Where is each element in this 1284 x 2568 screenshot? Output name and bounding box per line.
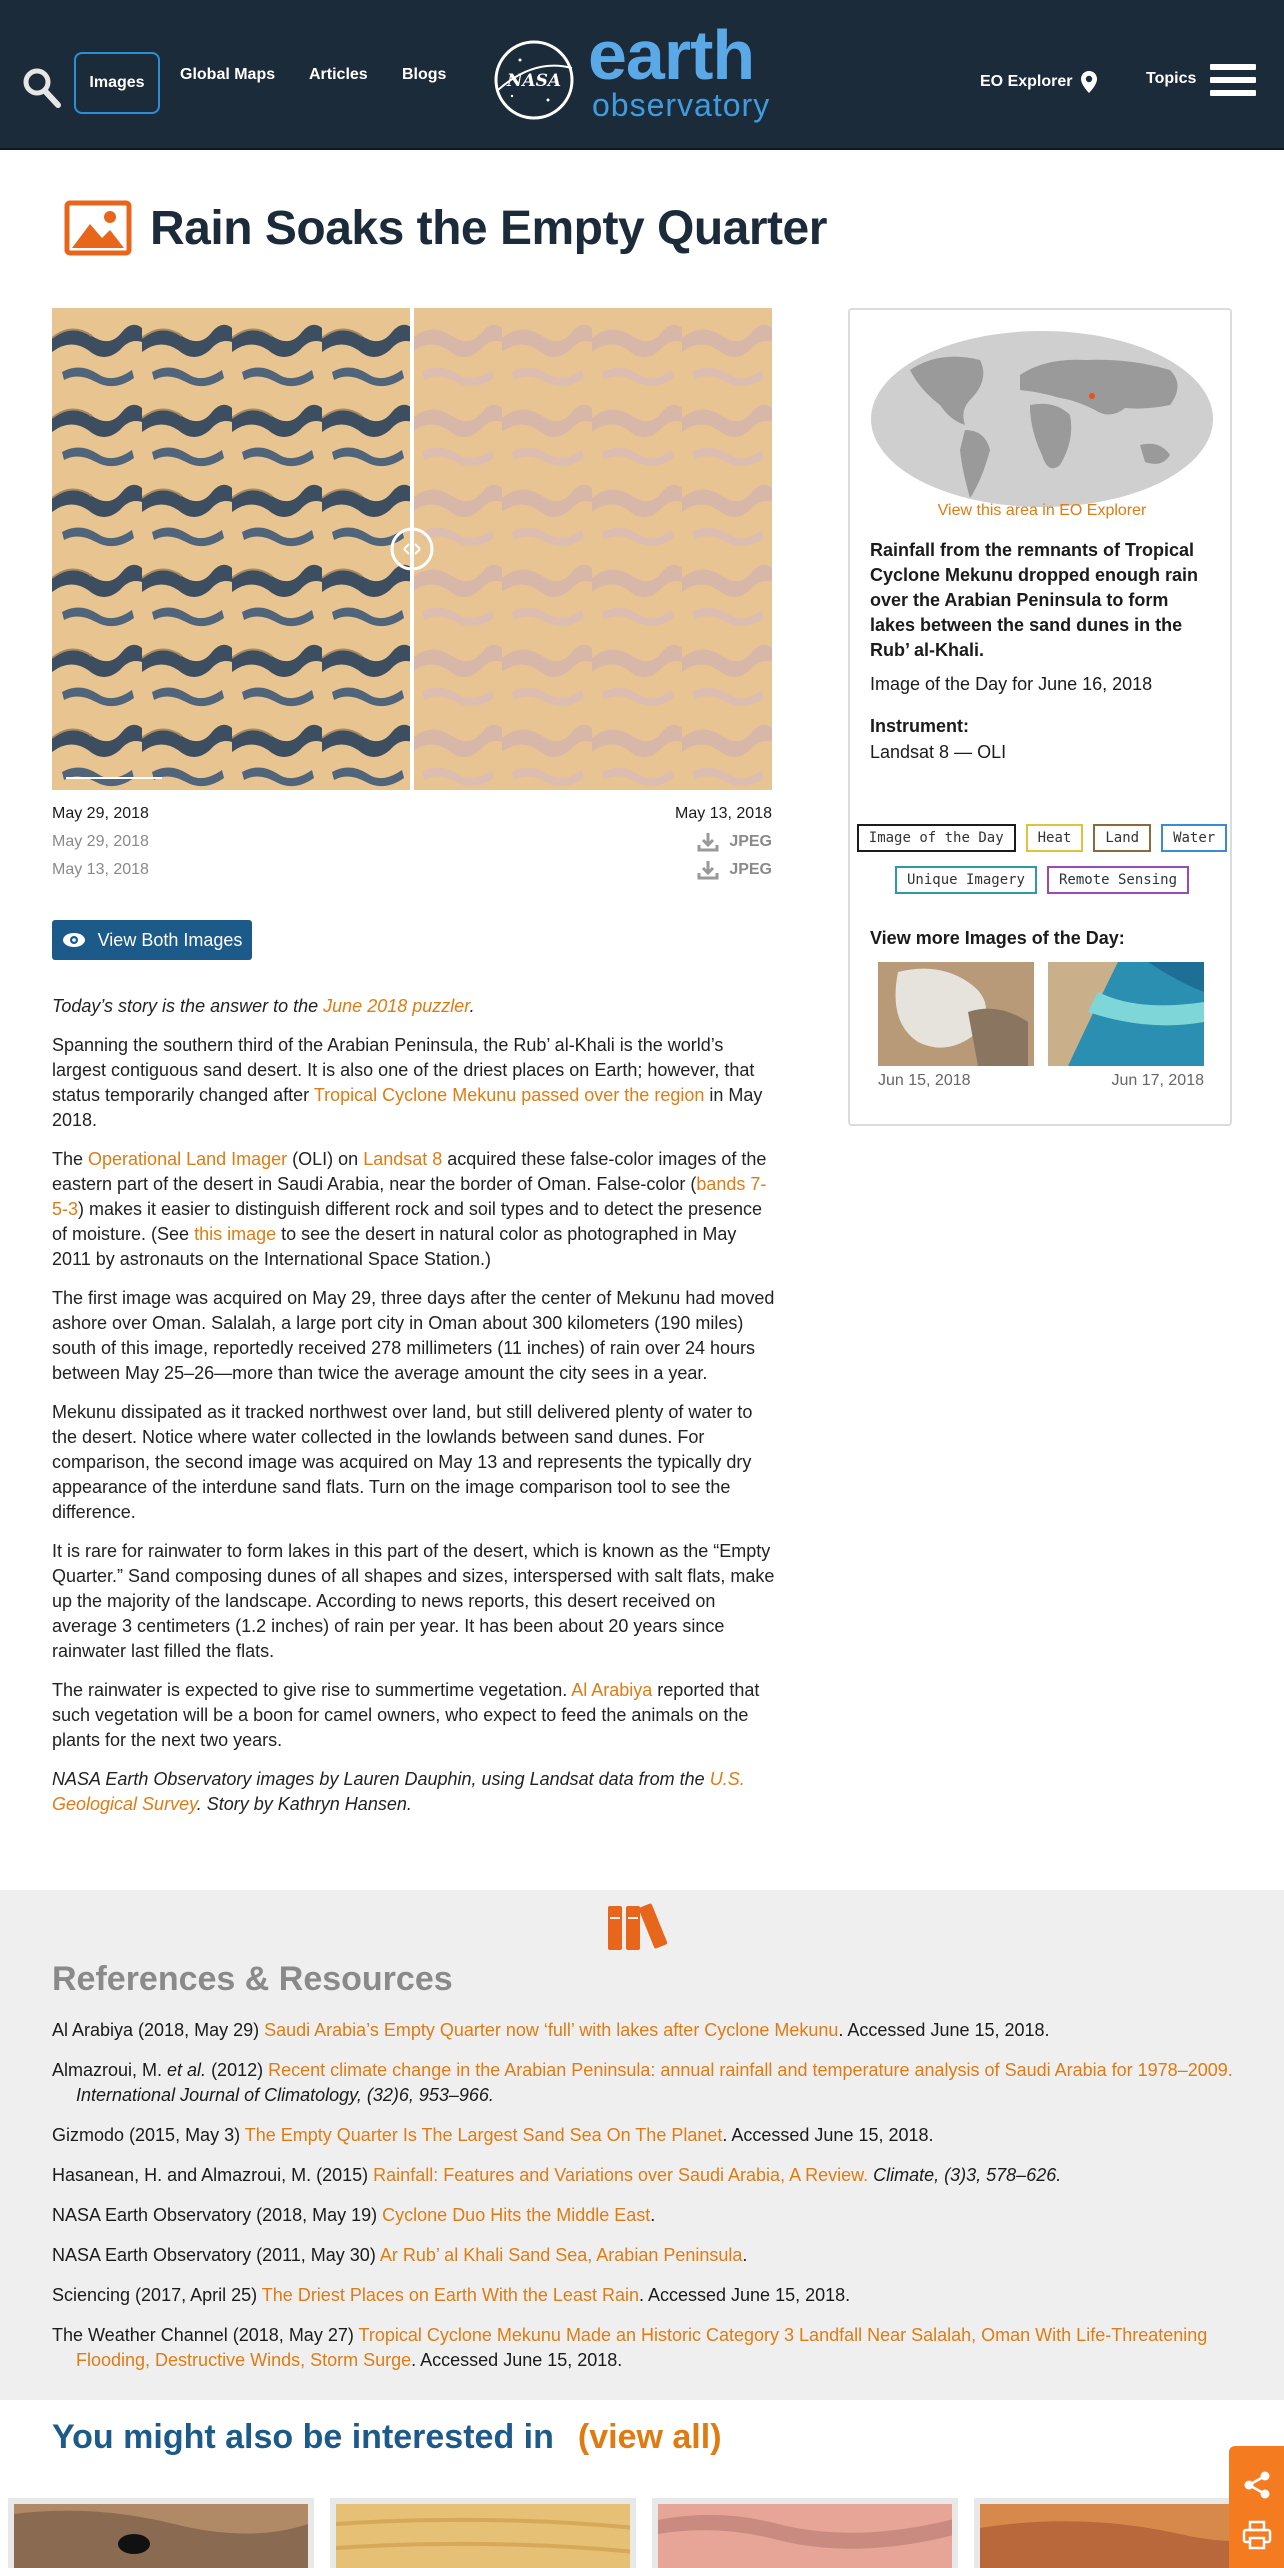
topics-link[interactable]: Topics [1146, 70, 1197, 87]
logo-observatory: observatory [592, 87, 771, 123]
references-list [52, 2018, 1242, 2388]
view-all-link[interactable]: view all [589, 2418, 711, 2456]
right-image-date: May 13, 2018 [675, 805, 772, 822]
next-image-thumbnail[interactable] [1048, 962, 1204, 1090]
image-captions [52, 800, 772, 884]
page-title: Rain Soaks the Empty Quarter [150, 201, 827, 255]
article-paragraph: It is rare for rainwater to form lakes in this part of the desert, which is known as the “Empty Quarter.” Sand composing dunes of all shapes and sizes, interspersed with salt flats, make up the majority of the landscape. According to news reports, this desert received on average 3 centimeters (1.2 inches) of rain per year. It has been about 20 years since rainwater last filled the flats. [52, 1541, 775, 1661]
download-icon [697, 832, 719, 852]
tag-unique-imagery[interactable]: Unique Imagery [895, 866, 1037, 894]
related-thumbnail [14, 2504, 314, 2568]
map-pin-icon [1080, 70, 1098, 94]
page-title-row [64, 200, 827, 256]
reference-item: Al Arabiya (2018, May 29) Saudi Arabia’s Empty Quarter now ‘full’ with lakes after Cyclone Mekunu. Accessed June 15, 2018. [52, 2020, 1050, 2040]
tag-remote-sensing[interactable]: Remote Sensing [1047, 866, 1189, 894]
print-icon[interactable] [1242, 2520, 1272, 2550]
view-in-eo-explorer-link[interactable]: View this area in EO Explorer [937, 502, 1147, 519]
reference-link[interactable]: The Driest Places on Earth With the Least Rain [261, 2285, 639, 2305]
download-format-2: JPEG [729, 861, 772, 878]
this-image-link[interactable]: this image [194, 1224, 277, 1244]
related-thumbnail [658, 2504, 958, 2568]
reference-link[interactable]: Tropical Cyclone Mekunu Made an Historic Category 3 Landfall Near Salalah, Oman With Life-Threatening Flooding, Destructive Winds, Storm Surge [76, 2325, 1208, 2370]
site-logo[interactable] [588, 16, 771, 123]
view-both-images-button[interactable] [52, 920, 252, 960]
download-label-2: May 13, 2018 [52, 861, 149, 878]
reference-item: Hasanean, H. and Almazroui, M. (2015) Rainfall: Features and Variations over Saudi Arabia, A Review. Climate, (3)3, 578–626. [52, 2165, 1062, 2185]
reference-item: Sciencing (2017, April 25) The Driest Places on Earth With the Least Rain. Accessed June 15, 2018. [52, 2285, 851, 2305]
nav-articles[interactable]: Articles [309, 66, 368, 83]
sidebar-info-card [848, 308, 1232, 1126]
article-intro: Today’s story is the answer to the June 2018 puzzler. [52, 996, 475, 1016]
image-of-the-day-date: Image of the Day for June 16, 2018 [870, 674, 1153, 694]
download-icon [697, 860, 719, 880]
eye-icon [62, 932, 86, 948]
share-print-toolbar [1229, 2446, 1284, 2568]
download-label-1: May 29, 2018 [52, 833, 149, 850]
reference-link[interactable]: Saudi Arabia’s Empty Quarter now ‘full’ with lakes after Cyclone Mekunu [264, 2020, 839, 2040]
satellite-image [52, 308, 772, 790]
reference-item: The Weather Channel (2018, May 27) Tropical Cyclone Mekunu Made an Historic Category 3 Landfall Near Salalah, Oman With Life-Threatening Flooding, Destructive Winds, Storm Surge. Accessed June 15, 2018. [52, 2325, 1208, 2370]
instrument-value: Landsat 8 — OLI [870, 742, 1007, 762]
reference-item: Almazroui, M. et al. (2012) Recent climate change in the Arabian Peninsula: annual rainfall and temperature analysis of Saudi Arabia for 1978–2009. International Journal of Climatology, (32)6, 953–966. [52, 2060, 1233, 2105]
view-both-label: View Both Images [97, 929, 243, 950]
cyclone-mekunu-link[interactable]: Tropical Cyclone Mekunu passed over the region [313, 1085, 705, 1105]
related-card[interactable] [330, 2498, 636, 2568]
related-heading: You might also be interested in (view all) [52, 2418, 722, 2456]
previous-image-thumbnail[interactable] [878, 962, 1034, 1090]
reference-link[interactable]: Cyclone Duo Hits the Middle East [382, 2205, 651, 2225]
books-icon [606, 1902, 678, 1952]
site-header [0, 0, 1284, 150]
nav-global-maps[interactable]: Global Maps [180, 66, 276, 83]
reference-item: NASA Earth Observatory (2018, May 19) Cyclone Duo Hits the Middle East. [52, 2205, 656, 2225]
reference-link[interactable]: Ar Rub’ al Khali Sand Sea, Arabian Peninsula [379, 2245, 743, 2265]
al-arabiya-link[interactable]: Al Arabiya [571, 1680, 653, 1700]
bands-link[interactable]: bands 7-5-3 [52, 1174, 767, 1219]
instrument-label: Instrument: [870, 716, 969, 736]
thumbnail-image [878, 962, 1034, 1066]
eo-explorer-link[interactable] [980, 70, 1098, 94]
reference-item: NASA Earth Observatory (2011, May 30) Ar Rub’ al Khali Sand Sea, Arabian Peninsula. [52, 2245, 748, 2265]
image-comparison-slider[interactable] [52, 308, 772, 790]
article-credit: NASA Earth Observatory images by Lauren Dauphin, using Landsat data from the U.S. Geological Survey. Story by Kathryn Hansen. [52, 1769, 745, 1814]
more-images-thumbnails [878, 962, 1204, 1090]
reference-item: Gizmodo (2015, May 3) The Empty Quarter Is The Largest Sand Sea On The Planet. Accessed June 15, 2018. [52, 2125, 934, 2145]
landsat-8-link[interactable]: Landsat 8 [363, 1149, 443, 1169]
download-jpeg-1[interactable] [697, 832, 772, 852]
reference-link[interactable]: Recent climate change in the Arabian Peninsula: annual rainfall and temperature analysis of Saudi Arabia for 1978–2009. [268, 2060, 1233, 2080]
download-format-1: JPEG [729, 833, 772, 850]
references-title: References & Resources [52, 1960, 453, 1998]
article-paragraph: Mekunu dissipated as it tracked northwest over land, but still delivered plenty of water to the desert. Notice where water collected in the lowlands between sand dunes. For comparison, the second image was acquired on May 13 and represents the typically dry appearance of the interdune sand flats. Turn on the image comparison tool to see the difference. [52, 1402, 753, 1522]
oli-link[interactable]: Operational Land Imager [88, 1149, 288, 1169]
references-section [0, 1890, 1284, 2400]
hamburger-menu-icon[interactable] [1210, 64, 1256, 102]
tag-image-of-the-day[interactable]: Image of the Day [857, 824, 1016, 852]
article-paragraph: The rainwater is expected to give rise to summertime vegetation. Al Arabiya reported that such vegetation will be a boon for camel owners, who expect to feed the animals on the plants for the next two years. [52, 1680, 760, 1750]
puzzler-link[interactable]: June 2018 puzzler [323, 996, 470, 1016]
nav-images[interactable]: Images [74, 52, 160, 114]
related-articles-strip [0, 2494, 1284, 2568]
reference-link[interactable]: Rainfall: Features and Variations over Saudi Arabia, A Review. [373, 2165, 869, 2185]
image-icon [64, 200, 132, 256]
previous-image-date: Jun 15, 2018 [878, 1072, 971, 1089]
left-image-date: May 29, 2018 [52, 805, 149, 822]
article-body [52, 994, 776, 1831]
next-image-date: Jun 17, 2018 [1111, 1072, 1204, 1089]
eo-explorer-label: EO Explorer [980, 73, 1073, 90]
nasa-wordmark: NASA [506, 71, 562, 91]
logo-earth: earth [588, 16, 755, 94]
topic-tags [850, 824, 1234, 908]
article-paragraph: The Operational Land Imager (OLI) on Landsat 8 acquired these false-color images of the eastern part of the desert in Saudi Arabia, near the border of Oman. False-color (bands 7-5-3) makes it easier to distinguish different rock and soil types and to detect the presence of moisture. (See this image to see the desert in natural color as photographed in May 2011 by astronauts on the International Space Station.) [52, 1149, 767, 1269]
nasa-logo[interactable] [490, 38, 578, 122]
search-icon[interactable] [22, 66, 62, 110]
tag-land[interactable]: Land [1093, 824, 1151, 852]
tag-water[interactable]: Water [1161, 824, 1227, 852]
thumbnail-image [1048, 962, 1204, 1066]
related-card[interactable] [652, 2498, 958, 2568]
more-images-heading: View more Images of the Day: [870, 928, 1125, 948]
article-paragraph: Spanning the southern third of the Arabian Peninsula, the Rub’ al-Khali is the world’s largest contiguous sand desert. It is also one of the driest places on Earth; however, that status temporarily changed after Tropical Cyclone Mekunu passed over the region in May 2018. [52, 1035, 763, 1130]
related-thumbnail [336, 2504, 636, 2568]
tag-heat[interactable]: Heat [1026, 824, 1084, 852]
related-card[interactable] [8, 2498, 314, 2568]
reference-link[interactable]: The Empty Quarter Is The Largest Sand Sea On The Planet [244, 2125, 723, 2145]
download-jpeg-2[interactable] [697, 860, 772, 880]
nav-blogs[interactable]: Blogs [402, 66, 447, 83]
world-locator-map[interactable] [870, 330, 1214, 508]
usgs-link[interactable]: U.S. Geological Survey [52, 1769, 745, 1814]
image-description: Rainfall from the remnants of Tropical Cyclone Mekunu dropped enough rain over the Arabian Peninsula to form lakes between the sand dunes in the Rub’ al-Khali. [870, 540, 1199, 660]
related-title: You might also be interested in [52, 2418, 554, 2456]
article-paragraph: The first image was acquired on May 29, three days after the center of Mekunu had moved ashore over Oman. Salalah, a large port city in Oman about 300 kilometers (190 miles) south of this image, reportedly received 278 millimeters (11 inches) of rain over 24 hours between May 25–26—more than twice the average amount the city sees in a year. [52, 1288, 775, 1383]
share-icon[interactable] [1242, 2470, 1272, 2500]
